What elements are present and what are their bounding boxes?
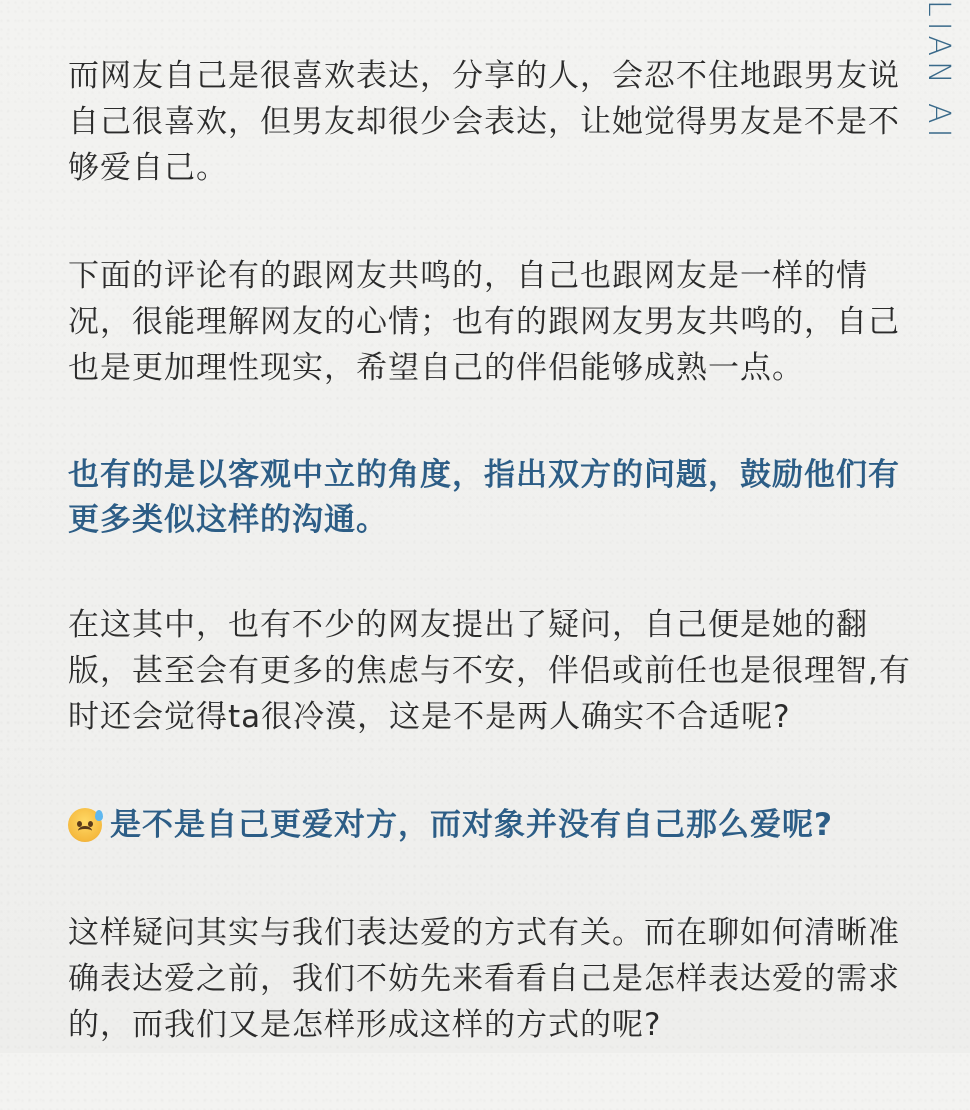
paragraph-1: 而网友自己是很喜欢表达，分享的人，会忍不住地跟男友说自己很喜欢，但男友却很少会表达，让她觉得男友是不是不够爱自己。 [68,58,900,186]
highlight-paragraph: 也有的是以客观中立的角度，指出双方的问题，鼓励他们有更多类似这样的沟通。 [68,457,900,538]
article-content [68,53,913,1110]
paragraph-6: 这样疑问其实与我们表达爱的方式有关。而在聊如何清晰准确表达爱之前，我们不妨先来看看自己是怎样表达爱的需求的，而我们又是怎样形成这样的方式的呢? [68,915,900,1043]
question-text: 是不是自己更爱对方，而对象并没有自己那么爱呢? [110,807,833,843]
brand-watermark: LIAN AI [921,0,956,143]
question-heading [68,802,913,848]
paragraph-4: 在这其中，也有不少的网友提出了疑问，自己便是她的翻版，甚至会有更多的焦虑与不安，伴侣或前任也是很理智,有时还会觉得ta很冷漠，这是不是两人确实不合适呢? [68,607,911,735]
anxious-sweat-emoji-icon [68,808,102,842]
paragraph-2: 下面的评论有的跟网友共鸣的，自己也跟网友是一样的情况，很能理解网友的心情；也有的跟网友男友共鸣的，自己也是更加理性现实，希望自己的伴侣能够成熟一点。 [68,258,900,386]
